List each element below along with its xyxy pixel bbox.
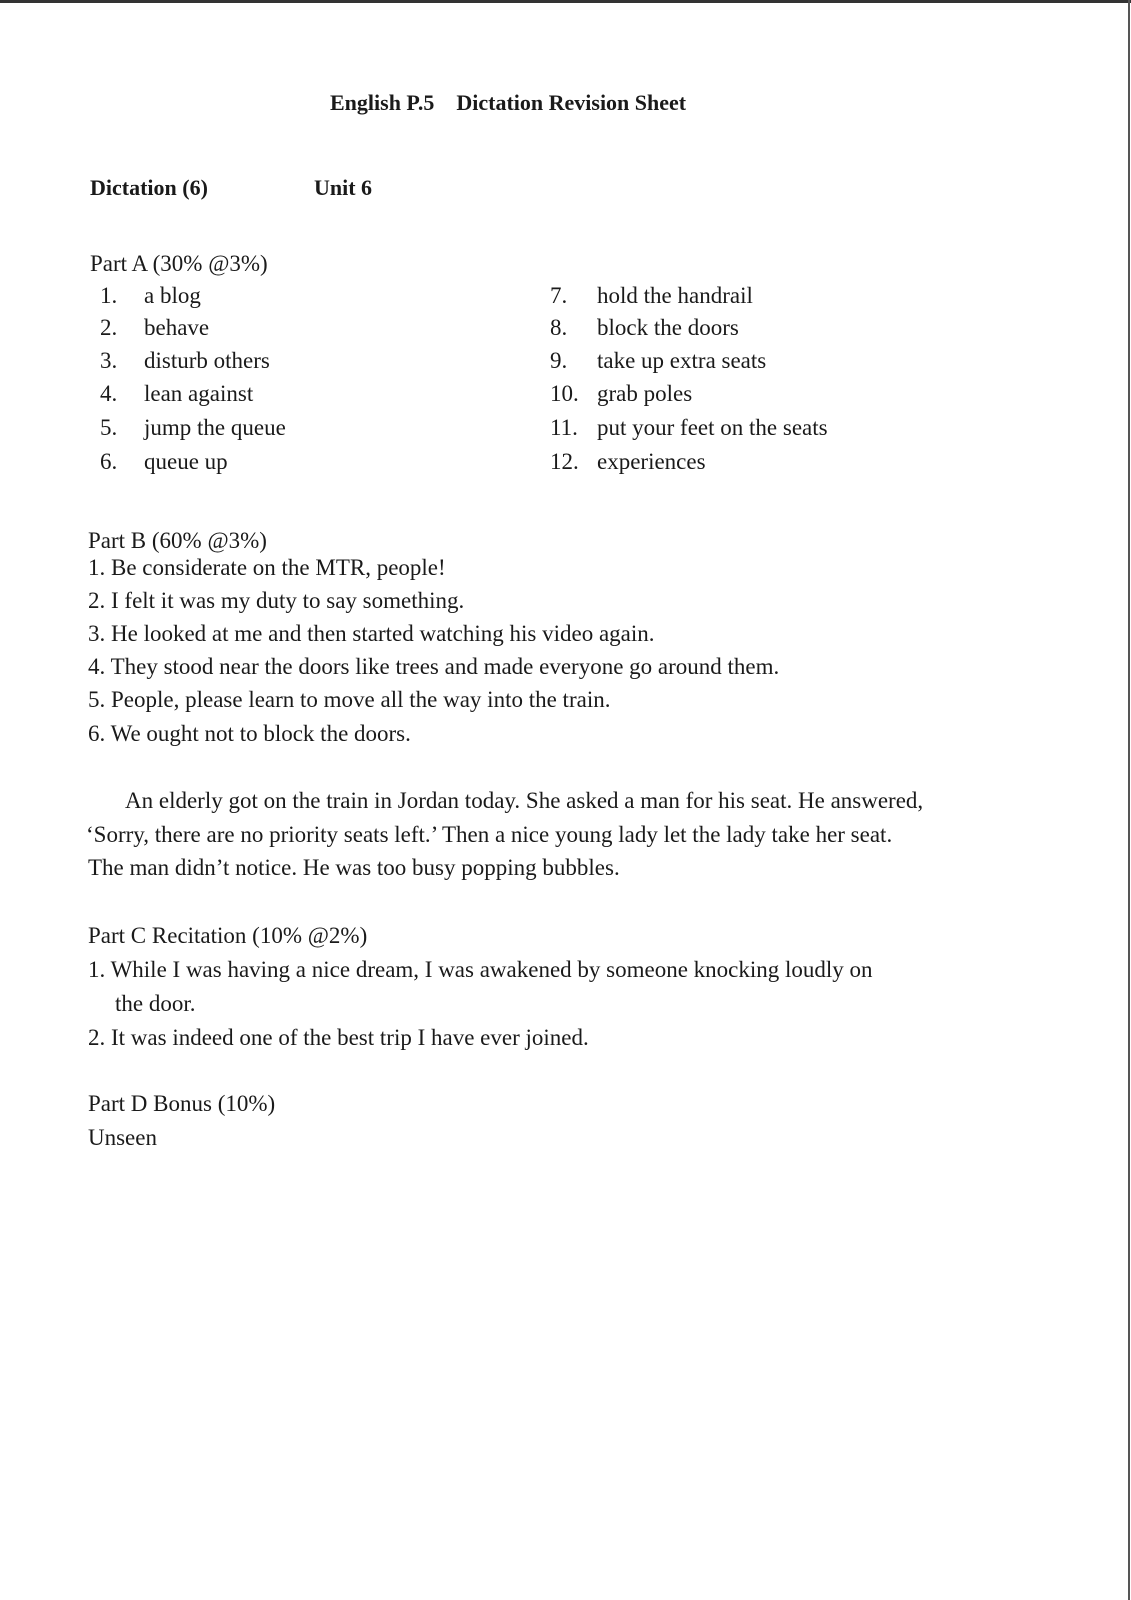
part-a-item-text: lean against <box>144 381 254 406</box>
part-c-line: 2. It was indeed one of the best trip I have ever joined. <box>88 1025 589 1050</box>
part-a-item-text: experiences <box>597 449 706 474</box>
part-a-item-text: grab poles <box>597 381 693 406</box>
part-b-heading: Part B (60% @3%) <box>88 528 267 553</box>
paragraph-line: ‘Sorry, there are no priority seats left.’ Then a nice young lady let the lady take her seat. <box>86 822 893 847</box>
part-a-item-number: 2. <box>100 315 118 340</box>
part-a-item-number: 4. <box>100 381 118 406</box>
paragraph-line: An elderly got on the train in Jordan today. She asked a man for his seat. He answered, <box>125 788 924 813</box>
part-b-sentence: 5. People, please learn to move all the way into the train. <box>88 687 611 712</box>
part-a-item-number: 6. <box>100 449 118 474</box>
part-a-item-text: take up extra seats <box>597 348 767 373</box>
part-c-line: 1. While I was having a nice dream, I was awakened by someone knocking loudly on <box>88 957 873 982</box>
part-a-heading: Part A (30% @3%) <box>90 251 268 276</box>
part-b-sentence: 1. Be considerate on the MTR, people! <box>88 555 446 580</box>
part-a-item-number: 7. <box>550 283 568 308</box>
scan-top-edge <box>0 0 1131 3</box>
part-a-item-number: 8. <box>550 315 568 340</box>
part-a-item-text: disturb others <box>144 348 270 373</box>
part-a-item-text: a blog <box>144 283 201 308</box>
part-a-item-text: put your feet on the seats <box>597 415 828 440</box>
unit-label: Unit 6 <box>314 175 373 200</box>
part-a-item-number: 11. <box>550 415 578 440</box>
part-a-item-number: 5. <box>100 415 118 440</box>
part-c-line: the door. <box>115 991 196 1016</box>
dictation-label: Dictation (6) <box>90 175 208 200</box>
paragraph-line: The man didn’t notice. He was too busy popping bubbles. <box>88 855 620 880</box>
part-a-item-text: block the doors <box>597 315 739 340</box>
scan-right-edge <box>1128 0 1130 1600</box>
part-a-item-text: hold the handrail <box>597 283 753 308</box>
part-b-sentence: 4. They stood near the doors like trees and made everyone go around them. <box>88 654 780 679</box>
part-a-item-number: 12. <box>550 449 579 474</box>
part-a-item-number: 1. <box>100 283 118 308</box>
page-title: English P.5 Dictation Revision Sheet <box>330 90 687 115</box>
part-a-item-text: behave <box>144 315 210 340</box>
part-c-heading: Part C Recitation (10% @2%) <box>88 923 368 948</box>
part-a-item-text: jump the queue <box>144 415 286 440</box>
part-d-text: Unseen <box>88 1125 157 1150</box>
part-a-item-number: 9. <box>550 348 568 373</box>
part-a-item-text: queue up <box>144 449 228 474</box>
part-a-item-number: 3. <box>100 348 118 373</box>
part-a-item-number: 10. <box>550 381 579 406</box>
part-b-sentence: 3. He looked at me and then started watching his video again. <box>88 621 655 646</box>
part-d-heading: Part D Bonus (10%) <box>88 1091 276 1116</box>
part-b-sentence: 2. I felt it was my duty to say something. <box>88 588 465 613</box>
part-b-sentence: 6. We ought not to block the doors. <box>88 721 411 746</box>
